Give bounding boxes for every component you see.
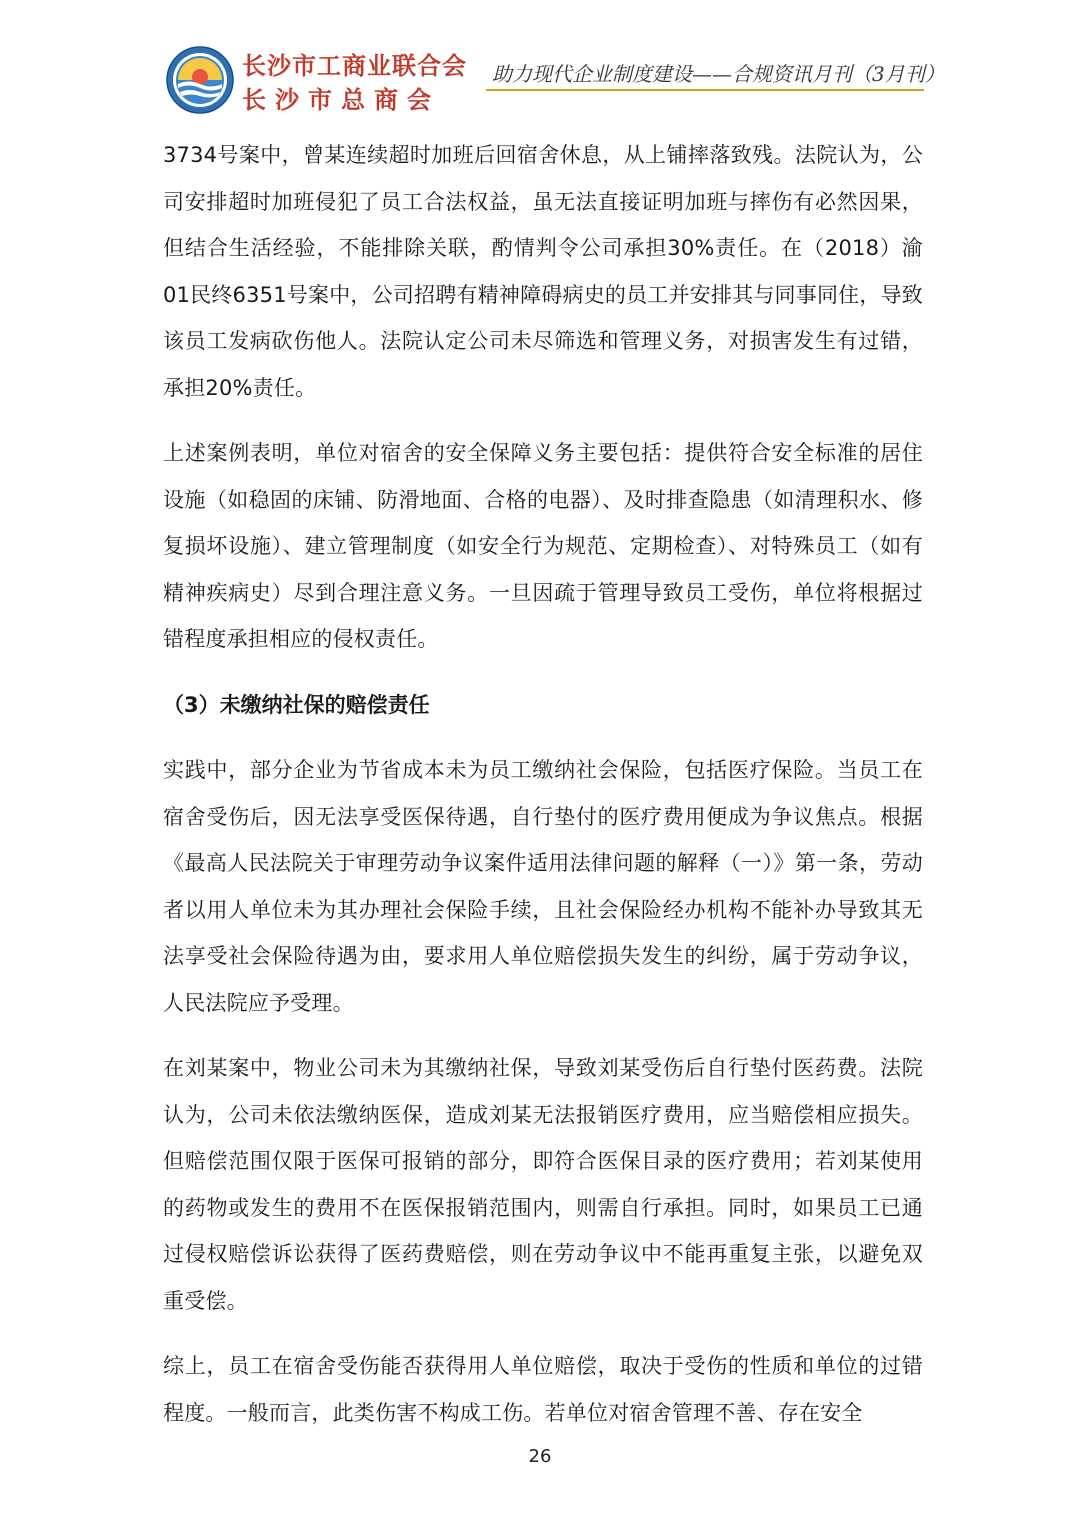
section-heading-social-insurance: （3）未缴纳社保的赔偿责任 <box>163 692 430 717</box>
paragraph-social-insurance-practice: 实践中，部分企业为节省成本未为员工缴纳社会保险，包括医疗保险。当员工在宿舍受伤后，因无法享受医保待遇，自行垫付的医疗费用便成为争议焦点。根据《最高人民法院关于审理劳动争议案件适用法律问题的解释（一）》第一条，劳动者以用人单位未为其办理社会保险手续，且社会保险经办机构不能补办导致其无法享受社会保险待遇为由，要求用人单位赔偿损失发生的纠纷，属于劳动争议，人民法院应予受理。 <box>163 758 923 1015</box>
org-name-line1: 长沙市工商业联合会 <box>242 52 467 80</box>
paragraph-case-examples: 3734号案中，曾某连续超时加班后回宿舍休息，从上铺摔落致残。法院认为，公司安排超时加班侵犯了员工合法权益，虽无法直接证明加班与摔伤有必然因果，但结合生活经验，不能排除关联，酌情判令公司承担30%责任。在（2018）渝01民终6351号案中，公司招聘有精神障碍病史的员工并安排其与同事同住，导致该员工发病砍伤他人。法院认定公司未尽筛选和管理义务，对损害发生有过错，承担20%责任。 <box>163 143 923 400</box>
paragraph-summary: 综上，员工在宿舍受伤能否获得用人单位赔偿，取决于受伤的性质和单位的过错程度。一般而言，此类伤害不构成工伤。若单位对宿舍管理不善、存在安全 <box>163 1354 923 1425</box>
page-header <box>0 0 1080 115</box>
paragraph-liu-case: 在刘某案中，物业公司未为其缴纳社保，导致刘某受伤后自行垫付医药费。法院认为，公司未依法缴纳医保，造成刘某无法报销医疗费用，应当赔偿相应损失。但赔偿范围仅限于医保可报销的部分，即符合医保目录的医疗费用；若刘某使用的药物或发生的费用不在医保报销范围内，则需自行承担。同时，如果员工已通过侵权赔偿诉讼获得了医药费赔偿，则在劳动争议中不能再重复主张，以避免双重受偿。 <box>163 1056 923 1313</box>
article-body <box>163 132 923 1436</box>
chamber-of-commerce-logo-icon <box>166 46 234 114</box>
org-name-line2: 长沙市总商会 <box>242 86 440 114</box>
header-divider <box>486 89 924 91</box>
paragraph-safety-duties: 上述案例表明，单位对宿舍的安全保障义务主要包括：提供符合安全标准的居住设施（如稳固的床铺、防滑地面、合格的电器）、及时排查隐患（如清理积水、修复损坏设施）、建立管理制度（如安全行为规范、定期检查）、对特殊员工（如有精神疾病史）尽到合理注意义务。一旦因疏于管理导致员工受伤，单位将根据过错程度承担相应的侵权责任。 <box>163 441 923 651</box>
publication-title: 助力现代企业制度建设——合规资讯月刊（3月刊） <box>492 62 945 86</box>
page-number: 26 <box>528 1446 552 1467</box>
